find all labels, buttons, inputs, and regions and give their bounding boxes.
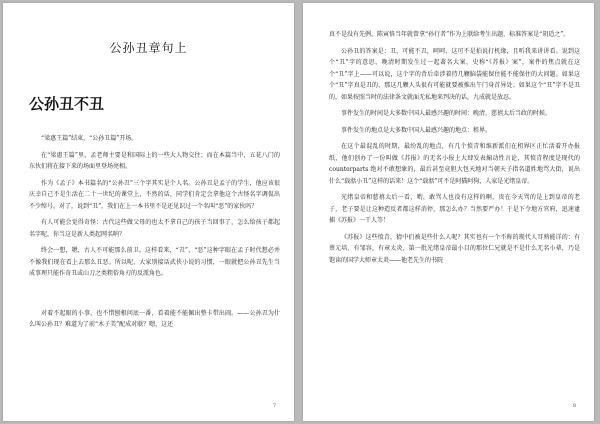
page-number: 7 (272, 403, 276, 409)
paragraph: 终会一想，嗯，古人不可能那么前卫。这样看来，“丑”、“恶”这种字眼在孟子时代想必并不像我们现在看上去那么丑恶。所以呢，大家别接话武侠小说的习惯，一眼就把公孙丑先生当成事理只能作奇丑或山刀之类粗俗角刃的反派角色。 (29, 247, 280, 277)
left-body (29, 133, 280, 331)
left-page (3, 3, 294, 421)
section-title: 公孙丑不丑 (29, 95, 105, 113)
paragraph: “梁惠王篇”结束，“公孙丑篇”开场。 (41, 135, 138, 142)
paragraph: 光绪皇帝和慈禧太后一看，哟，敢骂人也没有这样的啊，贵在今天骂的是上到皇帝的老子，老子要是让这种造反者都这样消停，那怎么办？当然要严办！于是下令地方官府，迅速逮捕《苏报》一干人等！ (329, 194, 580, 224)
chapter-title: 公孙丑章句上 (109, 41, 188, 55)
right-body (329, 29, 580, 266)
paragraph: 有人可能会觉得奇怪：古代这些做父母的也太不拿自己的孩子当回事了，怎么给孩子都起名字呢，你当这是新人类起网名呐？ (29, 219, 280, 238)
paragraph: 作为《孟子》本书篇名的“公孙丑”三个字其实是个人名。公孙丑是孟子的学生，他应该很庆幸自己不是生活在二十一世纪的课堂上，不然的话，同学们肯定会拿他这个古怪名字调侃出不少绰号。对了，说到“丑”，我们在上一本书里不是还见识过一个名叫“恶”的家伙吗？ (29, 179, 280, 210)
paragraph: 对着不起眼的小事，也不惜刨根问底一番，看着能不能佩出整卡带出闹。——公孙丑为什么叫公孙丑？难道为了前“木子美”配成对联？嗯，这还 (29, 309, 280, 328)
right-page (303, 3, 594, 421)
paragraph: 事件发生的地点是大多数中国人最感兴趣的地点：租界。 (341, 126, 492, 134)
paragraph: 《苏报》这些愤青，猜中们被是些什么人呢？其实也有一个不称的现代人耳熟能详的：有蔡元培、有邹容，有章太炎，第一批光绪皇帝最小目的那位仁兄就是不是什么无名小辈，乃是饱读的国学大师章太炎——他老先生的书院 (329, 233, 580, 264)
paragraph: 在这个最混乱的时期，最纷乱的地点，有几个愤青和维新派们在租界区正忙活着开办报纸，他们创办了一份叫做《苏报》的无名小报上大肆发表煽动性言论，其愤青程度是现代的 counterparts 绝对不敢想象的，最后甚至竟胆大包天地对当朝天子指名道姓地骂大街，说出什么“载湉小丑”这样的话来！这个“载湉”可不是阿猫阿狗，人家是光绪皇帝。 (329, 143, 580, 185)
paragraph: 真不是没有先例，陈寅恪当年就曾拿“孙行者”作为上联给考生出题，标准答案是“胡适之”。 (329, 31, 570, 38)
page-number: 8 (572, 403, 576, 409)
paragraph: 公孙丑的答案是：丑，可能不丑，呵呵，这可不是拍说打机缘，且听我来讲讲看。说到这个“丑”字的意思，晚清时期发生过一起著名大案，史称“《苏报》案”，案件的焦点就在这个“丑”字上——可以说，这个字的背后牵涉着持几颗脑袋能保住能不能保住的大问题。如果这个“丑”字真是丑的，那这几颗人头很有可能就要被推出午门身首异处；如果这个“丑”字不是丑的，如果按照当时的法律条文就面无私地来判决的话，九成就是放忍。 (329, 47, 580, 101)
paragraph: 事件发生的时间是大多数中国人最感兴趣的时间：晚清，慈禧太后当政的时候。 (341, 110, 552, 117)
paragraph: 在“梁惠王篇”里，孟老师主要是和国际上的一些大人物交往；而在本篇当中，五花八门的东伙们将在接下来的场面里登场亮相。 (29, 151, 280, 170)
